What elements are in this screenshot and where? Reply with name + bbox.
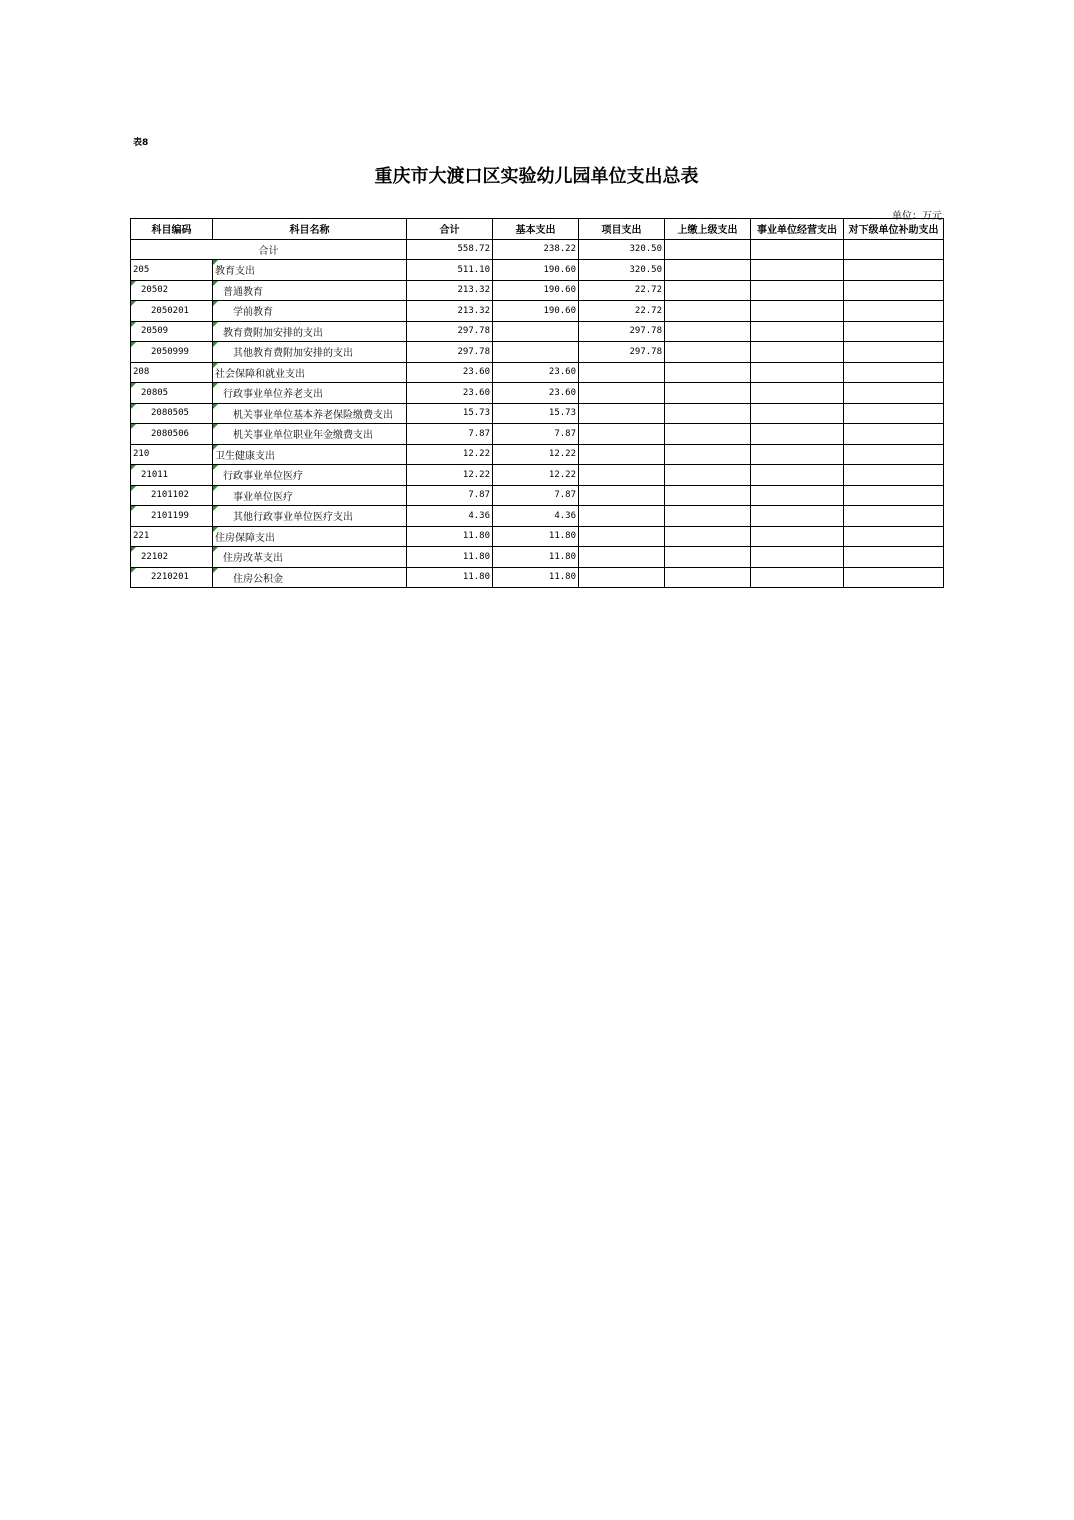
row-project: [579, 444, 665, 465]
row-subsidy-subordinate: [844, 485, 944, 506]
table-row: [131, 260, 944, 281]
row-basic: 190.60: [493, 280, 579, 301]
row-name: 学前教育: [213, 301, 407, 322]
row-name: 普通教育: [213, 280, 407, 301]
row-subsidy-subordinate: [844, 424, 944, 445]
row-name: 其他教育费附加安排的支出: [213, 342, 407, 363]
row-code: 20805: [131, 383, 213, 404]
row-name: 行政事业单位养老支出: [213, 383, 407, 404]
row-project: [579, 526, 665, 547]
expenditure-table: [130, 218, 944, 588]
row-remit-superior: [665, 321, 751, 342]
table-row: [131, 362, 944, 383]
table-row: [131, 465, 944, 486]
table-label: 表8: [133, 138, 149, 148]
row-project: 320.50: [579, 260, 665, 281]
row-basic: [493, 342, 579, 363]
row-business-operation: [751, 424, 844, 445]
row-basic: 15.73: [493, 403, 579, 424]
row-remit-superior: [665, 301, 751, 322]
table-row: [131, 280, 944, 301]
row-name: 教育费附加安排的支出: [213, 321, 407, 342]
table-row: [131, 526, 944, 547]
row-remit-superior: [665, 280, 751, 301]
row-basic: 4.36: [493, 506, 579, 527]
total-remit-superior: [665, 239, 751, 260]
row-business-operation: [751, 567, 844, 588]
row-project: 297.78: [579, 321, 665, 342]
row-project: [579, 403, 665, 424]
row-code: 2080506: [131, 424, 213, 445]
row-total: 23.60: [407, 362, 493, 383]
row-business-operation: [751, 403, 844, 424]
total-subsidy-subordinate: [844, 239, 944, 260]
row-total: 23.60: [407, 383, 493, 404]
row-subsidy-subordinate: [844, 403, 944, 424]
header-business-operation: 事业单位经营支出: [751, 219, 844, 240]
row-business-operation: [751, 362, 844, 383]
row-business-operation: [751, 321, 844, 342]
row-total: 297.78: [407, 342, 493, 363]
row-total: 11.80: [407, 567, 493, 588]
table-row: [131, 424, 944, 445]
row-basic: 11.80: [493, 547, 579, 568]
row-subsidy-subordinate: [844, 526, 944, 547]
row-name: 其他行政事业单位医疗支出: [213, 506, 407, 527]
row-remit-superior: [665, 526, 751, 547]
row-basic: 190.60: [493, 260, 579, 281]
row-name: 机关事业单位职业年金缴费支出: [213, 424, 407, 445]
header-name: 科目名称: [213, 219, 407, 240]
row-basic: [493, 321, 579, 342]
table-row: [131, 342, 944, 363]
row-project: [579, 506, 665, 527]
row-name: 机关事业单位基本养老保险缴费支出: [213, 403, 407, 424]
row-remit-superior: [665, 485, 751, 506]
row-basic: 11.80: [493, 526, 579, 547]
row-business-operation: [751, 342, 844, 363]
row-remit-superior: [665, 342, 751, 363]
row-subsidy-subordinate: [844, 260, 944, 281]
row-project: [579, 424, 665, 445]
row-project: [579, 383, 665, 404]
row-name: 社会保障和就业支出: [213, 362, 407, 383]
row-remit-superior: [665, 547, 751, 568]
row-name: 事业单位医疗: [213, 485, 407, 506]
row-total: 511.10: [407, 260, 493, 281]
row-project: [579, 465, 665, 486]
row-business-operation: [751, 485, 844, 506]
row-code: 2080505: [131, 403, 213, 424]
row-subsidy-subordinate: [844, 321, 944, 342]
row-code: 221: [131, 526, 213, 547]
table-row: [131, 485, 944, 506]
row-remit-superior: [665, 403, 751, 424]
header-total: 合计: [407, 219, 493, 240]
table-row: [131, 403, 944, 424]
row-name: 住房公积金: [213, 567, 407, 588]
row-total: 7.87: [407, 424, 493, 445]
unit-label: 单位：万元: [892, 211, 942, 222]
row-project: 22.72: [579, 301, 665, 322]
row-remit-superior: [665, 362, 751, 383]
row-total: 297.78: [407, 321, 493, 342]
row-code: 2050201: [131, 301, 213, 322]
row-business-operation: [751, 383, 844, 404]
row-subsidy-subordinate: [844, 547, 944, 568]
row-basic: 12.22: [493, 465, 579, 486]
row-subsidy-subordinate: [844, 301, 944, 322]
row-remit-superior: [665, 383, 751, 404]
row-code: 20502: [131, 280, 213, 301]
row-subsidy-subordinate: [844, 342, 944, 363]
row-code: 205: [131, 260, 213, 281]
row-business-operation: [751, 526, 844, 547]
row-project: [579, 362, 665, 383]
row-code: 2210201: [131, 567, 213, 588]
row-remit-superior: [665, 424, 751, 445]
row-subsidy-subordinate: [844, 280, 944, 301]
row-project: 22.72: [579, 280, 665, 301]
row-basic: 23.60: [493, 362, 579, 383]
row-code: 20509: [131, 321, 213, 342]
row-business-operation: [751, 547, 844, 568]
total-business-operation: [751, 239, 844, 260]
row-basic: 190.60: [493, 301, 579, 322]
row-total: 213.32: [407, 301, 493, 322]
row-remit-superior: [665, 567, 751, 588]
table-row: [131, 383, 944, 404]
total-label: 合计: [131, 239, 407, 260]
table-row: [131, 506, 944, 527]
row-code: 21011: [131, 465, 213, 486]
header-remit-superior: 上缴上级支出: [665, 219, 751, 240]
row-business-operation: [751, 260, 844, 281]
table-row: [131, 321, 944, 342]
row-basic: 11.80: [493, 567, 579, 588]
row-business-operation: [751, 280, 844, 301]
row-subsidy-subordinate: [844, 362, 944, 383]
row-basic: 12.22: [493, 444, 579, 465]
row-project: 297.78: [579, 342, 665, 363]
header-row: [131, 219, 944, 240]
header-code: 科目编码: [131, 219, 213, 240]
row-name: 卫生健康支出: [213, 444, 407, 465]
table-row: [131, 567, 944, 588]
table-row: [131, 444, 944, 465]
row-name: 住房改革支出: [213, 547, 407, 568]
row-subsidy-subordinate: [844, 567, 944, 588]
row-code: 208: [131, 362, 213, 383]
total-project: 320.50: [579, 239, 665, 260]
header-basic: 基本支出: [493, 219, 579, 240]
row-code: 210: [131, 444, 213, 465]
total-total: 558.72: [407, 239, 493, 260]
row-code: 2050999: [131, 342, 213, 363]
row-code: 2101199: [131, 506, 213, 527]
row-code: 22102: [131, 547, 213, 568]
total-row: [131, 239, 944, 260]
total-basic: 238.22: [493, 239, 579, 260]
header-subsidy-subordinate: 对下级单位补助支出: [844, 219, 944, 240]
row-total: 213.32: [407, 280, 493, 301]
row-business-operation: [751, 444, 844, 465]
table-row: [131, 547, 944, 568]
row-project: [579, 567, 665, 588]
row-basic: 7.87: [493, 485, 579, 506]
row-business-operation: [751, 301, 844, 322]
row-subsidy-subordinate: [844, 383, 944, 404]
row-total: 12.22: [407, 465, 493, 486]
row-name: 行政事业单位医疗: [213, 465, 407, 486]
row-total: 11.80: [407, 526, 493, 547]
row-subsidy-subordinate: [844, 506, 944, 527]
row-name: 教育支出: [213, 260, 407, 281]
row-total: 11.80: [407, 547, 493, 568]
page-title: 重庆市大渡口区实验幼儿园单位支出总表: [374, 166, 699, 187]
row-project: [579, 547, 665, 568]
row-total: 4.36: [407, 506, 493, 527]
row-basic: 23.60: [493, 383, 579, 404]
row-remit-superior: [665, 465, 751, 486]
row-remit-superior: [665, 444, 751, 465]
row-subsidy-subordinate: [844, 465, 944, 486]
row-subsidy-subordinate: [844, 444, 944, 465]
row-basic: 7.87: [493, 424, 579, 445]
row-name: 住房保障支出: [213, 526, 407, 547]
row-total: 12.22: [407, 444, 493, 465]
header-project: 项目支出: [579, 219, 665, 240]
row-total: 7.87: [407, 485, 493, 506]
row-business-operation: [751, 465, 844, 486]
row-code: 2101102: [131, 485, 213, 506]
row-total: 15.73: [407, 403, 493, 424]
row-remit-superior: [665, 260, 751, 281]
row-business-operation: [751, 506, 844, 527]
table-row: [131, 301, 944, 322]
row-project: [579, 485, 665, 506]
row-remit-superior: [665, 506, 751, 527]
